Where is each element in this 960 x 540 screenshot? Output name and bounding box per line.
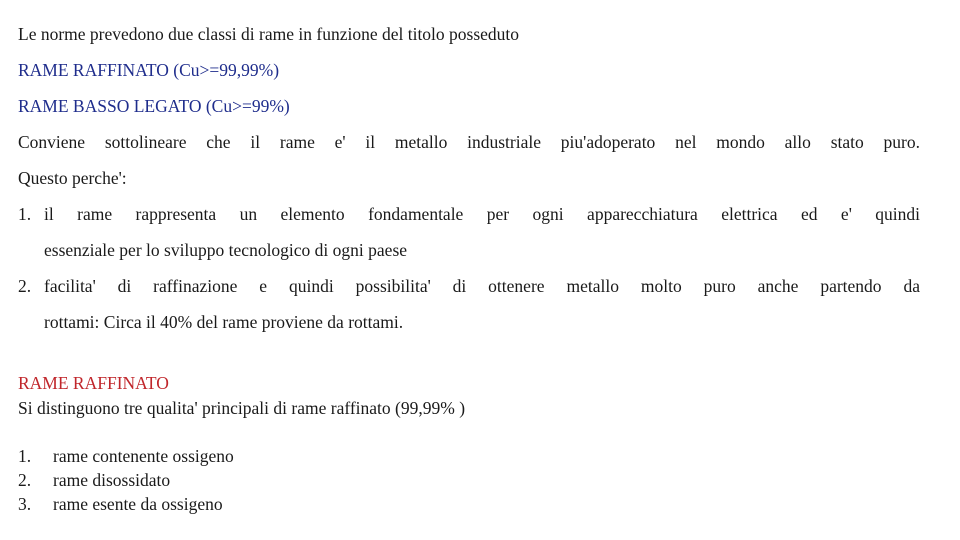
reason-2-marker: 2. bbox=[18, 276, 32, 296]
reason-2-line-2: rottami: Circa il 40% del rame proviene da rottami. bbox=[44, 312, 404, 332]
quality-3-text: rame esente da ossigeno bbox=[53, 494, 223, 514]
class-basso-legato: RAME BASSO LEGATO (Cu>=99%) bbox=[18, 96, 290, 116]
reason-2-line-1: facilita' di raffinazione e quindi possibilita' di ottenere metallo molto puro anche partendo da bbox=[44, 276, 920, 296]
reason-1-marker: 1. bbox=[18, 204, 32, 224]
quality-3-marker: 3. bbox=[18, 494, 32, 514]
quality-2-marker: 2. bbox=[18, 470, 32, 490]
reason-1-line-1: il rame rappresenta un elemento fondamentale per ogni apparecchiatura elettrica ed e' quindi bbox=[44, 204, 920, 224]
section-title: RAME RAFFINATO bbox=[18, 373, 169, 393]
class-raffinato: RAME RAFFINATO (Cu>=99,99%) bbox=[18, 60, 280, 80]
question-text: Questo perche': bbox=[18, 168, 127, 188]
statement-text: Conviene sottolineare che il rame e' il metallo industriale piu'adoperato nel mondo allo stato puro. bbox=[18, 132, 920, 152]
reason-1-line-2: essenziale per lo sviluppo tecnologico di ogni paese bbox=[44, 240, 408, 260]
quality-2-text: rame disossidato bbox=[53, 470, 171, 490]
intro-text: Le norme prevedono due classi di rame in funzione del titolo posseduto bbox=[18, 24, 520, 44]
section-intro: Si distinguono tre qualita' principali di rame raffinato (99,99% ) bbox=[18, 398, 466, 418]
quality-1-marker: 1. bbox=[18, 446, 32, 466]
quality-1-text: rame contenente ossigeno bbox=[53, 446, 234, 466]
